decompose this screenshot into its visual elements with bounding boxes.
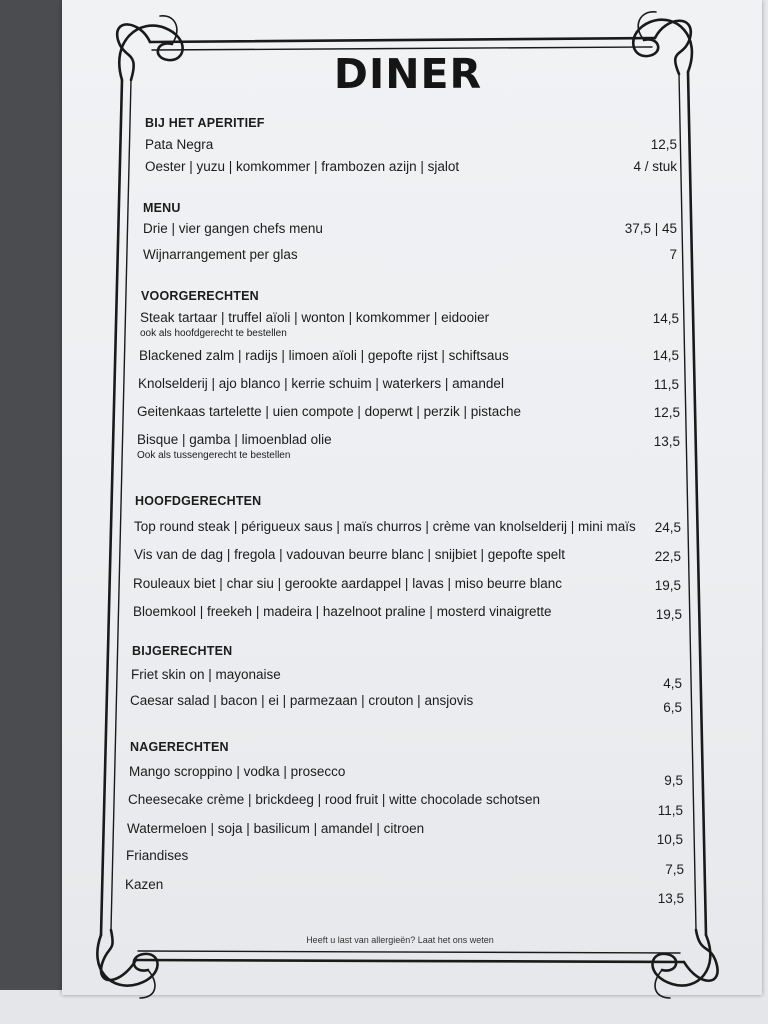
menu-item: Pata Negra [145,137,214,152]
menu-item-price: 14,5 [652,311,679,326]
menu-item: Vis van de dag | fregola | vadouvan beurre blanc | snijbiet | gepofte spelt [134,547,566,562]
menu-item: Mango scroppino | vodka | prosecco [129,764,346,779]
section-heading: BIJ HET APERITIEF [145,116,265,130]
section-heading: BIJGERECHTEN [132,644,233,658]
menu-item: Knolselderij | ajo blanco | kerrie schuim | waterkers | amandel [138,376,504,391]
allergy-notice: Heeft u last van allergieën? Laat het ons weten [306,935,494,945]
menu-item-price: 13,5 [653,434,680,449]
menu-title: DINER [333,50,483,98]
menu-item-price: 24,5 [654,520,681,535]
menu-item: Geitenkaas tartelette | uien compote | doperwt | perzik | pistache [137,404,521,419]
menu-item: Friet skin on | mayonaise [131,667,281,682]
menu-item-note: ook als hoofdgerecht te bestellen [140,328,287,339]
menu-item: Oester | yuzu | komkommer | frambozen azijn | sjalot [145,159,460,174]
menu-item-price: 7,5 [665,862,684,877]
menu-item-price: 37,5 | 45 [624,221,677,236]
menu-item: Rouleaux biet | char siu | gerookte aardappel | lavas | miso beurre blanc [133,576,563,591]
menu-item-price: 9,5 [664,773,683,788]
menu-item: Watermeloen | soja | basilicum | amandel | citroen [127,821,425,836]
menu-item-price: 19,5 [655,607,682,622]
menu-item-price: 6,5 [663,700,682,715]
menu-item-price: 13,5 [657,891,684,906]
menu-item-price: 12,5 [650,137,677,152]
menu-item-price: 7 [669,247,677,262]
menu-item-price: 19,5 [654,578,681,593]
menu-item: Top round steak | périgueux saus | maïs churros | crème van knolselderij | mini maïs [134,519,636,534]
section-heading: MENU [143,201,181,215]
menu-item: Kazen [125,877,164,892]
menu-item: Steak tartaar | truffel aïoli | wonton | komkommer | eidooier [140,310,490,325]
menu-item: Bloemkool | freekeh | madeira | hazelnoot praline | mosterd vinaigrette [133,604,552,619]
menu-item-price: 4 / stuk [633,159,677,174]
menu-item-price: 12,5 [653,405,680,420]
menu-item: Friandises [126,848,189,863]
menu-item-price: 14,5 [652,348,679,363]
menu-item: Blackened zalm | radijs | limoen aïoli | gepofte rijst | schiftsaus [139,348,509,363]
menu-item-price: 11,5 [657,803,683,818]
menu-item-note: Ook als tussengerecht te bestellen [137,450,291,461]
menu-item: Wijnarrangement per glas [143,247,298,262]
menu-item: Caesar salad | bacon | ei | parmezaan | crouton | ansjovis [130,693,474,708]
menu-item-price: 10,5 [656,832,683,847]
menu-item-price: 4,5 [663,676,682,691]
section-heading: NAGERECHTEN [130,740,229,754]
section-heading: VOORGERECHTEN [141,289,259,303]
section-heading: HOOFDGERECHTEN [135,494,262,508]
menu-item-price: 11,5 [653,377,679,392]
menu-item: Bisque | gamba | limoenblad olie [137,432,332,447]
menu-item-price: 22,5 [654,549,681,564]
menu-item: Cheesecake crème | brickdeeg | rood fruit | witte chocolade schotsen [128,792,540,807]
menu-item: Drie | vier gangen chefs menu [143,221,323,236]
